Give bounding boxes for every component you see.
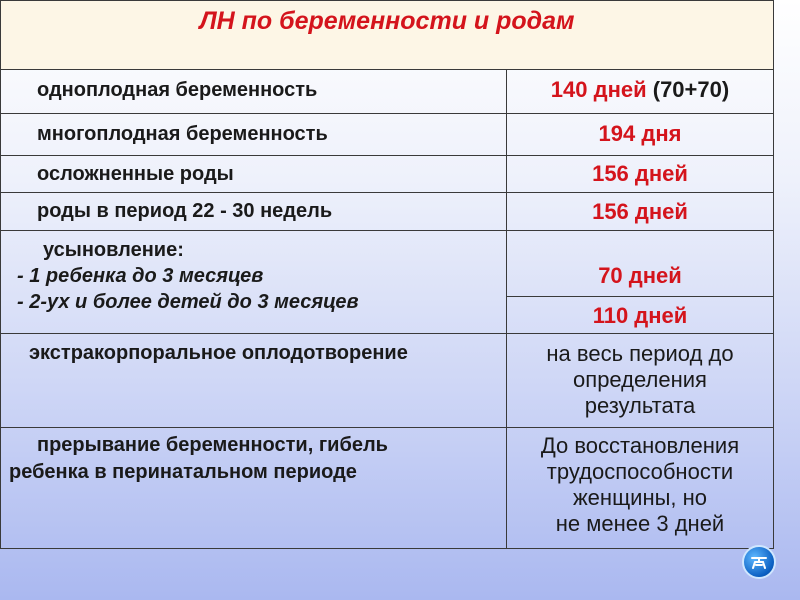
row-value-cell [507, 156, 773, 192]
nav-home-icon[interactable] [742, 545, 776, 579]
row-value-cell [507, 69, 773, 113]
row-value-extra: (70+70) [652, 77, 730, 102]
row-value: 156 дней [592, 161, 688, 186]
row-value-days: 140 дней [550, 77, 647, 102]
adoption-value: 110 дней [592, 303, 688, 328]
termination-row [1, 428, 773, 549]
table-row [1, 69, 773, 114]
row-label: многоплодная беременность [37, 123, 328, 145]
row-label-cell [1, 156, 507, 192]
row-value: 194 дня [598, 121, 682, 146]
row-value [507, 77, 773, 103]
adoption-values-cell [507, 231, 773, 333]
row-label-cell [1, 193, 507, 230]
adoption-value: 70 дней [598, 263, 682, 288]
termination-label-line: прерывание беременности, гибель [37, 434, 388, 456]
adoption-row [1, 231, 773, 334]
termination-value-line: женщины, но [572, 485, 708, 510]
termination-value-cell [507, 428, 773, 549]
termination-value-line: трудоспособности [546, 459, 734, 484]
row-label: роды в период 22 - 30 недель [37, 200, 333, 222]
eco-label: экстракорпоральное оплодотворение [29, 342, 408, 364]
adoption-item: - 2-ух и более детей до 3 месяцев [17, 291, 359, 313]
row-label-cell [1, 114, 507, 155]
row-label: одноплодная беременность [37, 79, 318, 101]
eco-value-line: на весь период до [546, 341, 734, 366]
table-row [1, 114, 773, 156]
adoption-value-subcell [507, 231, 773, 297]
table-title-cell [1, 1, 773, 70]
eco-row [1, 334, 773, 428]
eco-value-cell [507, 334, 773, 427]
row-value: 156 дней [592, 199, 688, 224]
table-title: ЛН по беременности и родам [199, 7, 575, 35]
eco-value-line: результата [584, 393, 696, 418]
termination-value-line: До восстановления [540, 433, 740, 458]
termination-label-line: ребенка в перинатальном периоде [9, 461, 357, 483]
adoption-heading: усыновление: [43, 239, 184, 261]
adoption-item: - 1 ребенка до 3 месяцев [17, 265, 264, 287]
row-value-cell [507, 193, 773, 230]
eco-label-cell [1, 334, 507, 427]
termination-label-cell [1, 428, 507, 549]
eco-value-line: определения [573, 367, 707, 392]
row-value-cell [507, 114, 773, 155]
row-label-cell [1, 69, 507, 113]
adoption-label-cell [1, 231, 507, 333]
table-row [1, 193, 773, 231]
table-row [1, 156, 773, 193]
nav-glyph-icon [749, 552, 769, 572]
row-label: осложненные роды [37, 163, 234, 185]
termination-value-line: не менее 3 дней [555, 511, 725, 536]
